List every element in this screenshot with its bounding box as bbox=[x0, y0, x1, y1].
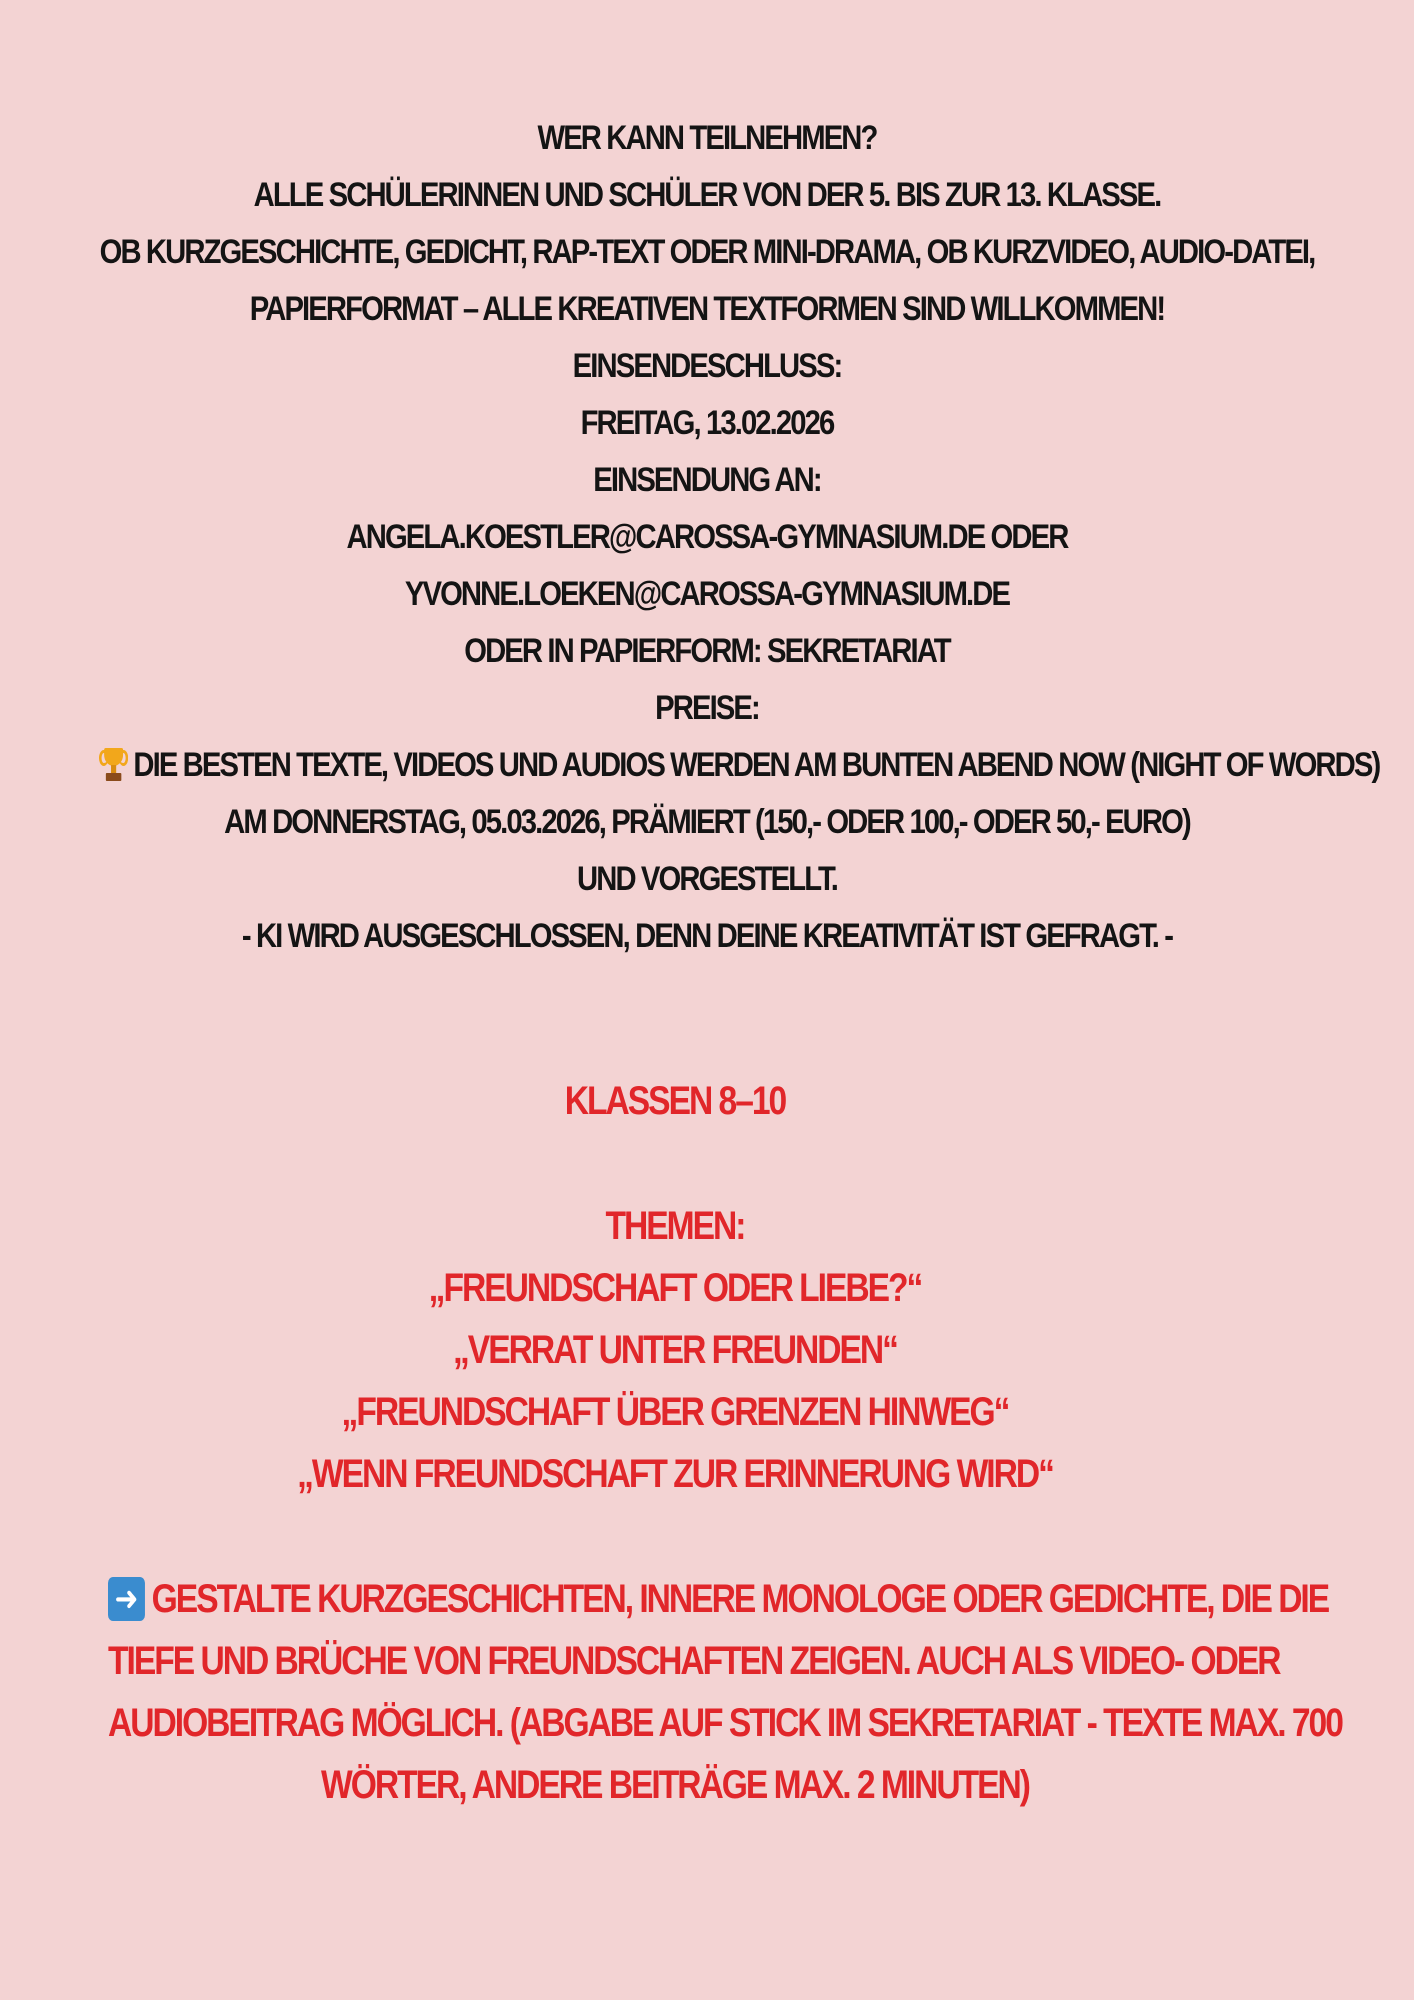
participation-heading: WER KANN TEILNEHMEN? bbox=[537, 119, 877, 157]
themes-section bbox=[0, 1195, 1350, 1505]
deadline-label: EINSENDESCHLUSS: bbox=[572, 347, 842, 385]
prizes-text-line-1-content: DIE BESTEN TEXTE, VIDEOS UND AUDIOS WERDEN AM BUNTEN ABEND NOW (NIGHT OF WORDS) bbox=[133, 746, 1380, 784]
prizes-text-line-3: UND VORGESTELLT. bbox=[577, 860, 837, 898]
description-line-4: WÖRTER, ANDERE BEITRÄGE MAX. 2 MINUTEN) bbox=[321, 1763, 1029, 1807]
formats-text-line-1: OB KURZGESCHICHTE, GEDICHT, RAP-TEXT ODER MINI-DRAMA, OB KURZVIDEO, AUDIO-DATEI, bbox=[99, 233, 1315, 271]
themes-label: THEMEN: bbox=[605, 1204, 745, 1248]
description-line-1-content: GESTALTE KURZGESCHICHTEN, INNERE MONOLOGE ODER GEDICHTE, DIE DIE bbox=[151, 1577, 1329, 1621]
description-line-3: AUDIOBEITRAG MÖGLICH. (ABGABE AUF STICK IM SEKRETARIAT - TEXTE MAX. 700 bbox=[108, 1701, 1342, 1745]
deadline-date: FREITAG, 13.02.2026 bbox=[580, 404, 834, 442]
submission-email-1: ANGELA.KOESTLER@CAROSSA-GYMNASIUM.DE ODER bbox=[346, 518, 1068, 556]
description-line-2: TIEFE UND BRÜCHE VON FREUNDSCHAFTEN ZEIGEN. AUCH ALS VIDEO- ODER bbox=[108, 1639, 1280, 1683]
classes-section bbox=[0, 1070, 1350, 1132]
theme-item: „FREUNDSCHAFT ODER LIEBE?“ bbox=[428, 1266, 922, 1310]
prizes-label: PREISE: bbox=[655, 689, 759, 727]
theme-item: „VERRAT UNTER FREUNDEN“ bbox=[453, 1328, 897, 1372]
formats-text-line-2: PAPIERFORMAT – ALLE KREATIVEN TEXTFORMEN SIND WILLKOMMEN! bbox=[249, 290, 1165, 328]
trophy-icon bbox=[99, 746, 128, 782]
theme-item: „FREUNDSCHAFT ÜBER GRENZEN HINWEG“ bbox=[341, 1390, 1009, 1434]
arrow-right-icon: ➜ bbox=[108, 1577, 145, 1621]
submission-email-2: YVONNE.LOEKEN@CAROSSA-GYMNASIUM.DE bbox=[404, 575, 1010, 613]
info-section bbox=[0, 110, 1414, 965]
classes-heading: KLASSEN 8–10 bbox=[564, 1079, 786, 1123]
ai-exclusion-note: - KI WIRD AUSGESCHLOSSEN, DENN DEINE KREATIVITÄT IST GEFRAGT. - bbox=[241, 917, 1173, 955]
description-line-1 bbox=[108, 1568, 1329, 1630]
prizes-text-line-1 bbox=[99, 737, 1380, 794]
submission-paper: ODER IN PAPIERFORM: SEKRETARIAT bbox=[464, 632, 950, 670]
submission-label: EINSENDUNG AN: bbox=[593, 461, 821, 499]
theme-item: „WENN FREUNDSCHAFT ZUR ERINNERUNG WIRD“ bbox=[297, 1452, 1053, 1496]
participation-text: ALLE SCHÜLERINNEN UND SCHÜLER VON DER 5. BIS ZUR 13. KLASSE. bbox=[253, 176, 1161, 214]
prizes-text-line-2: AM DONNERSTAG, 05.03.2026, PRÄMIERT (150,- ODER 100,- ODER 50,- EURO) bbox=[224, 803, 1190, 841]
description-section bbox=[0, 1568, 1350, 1816]
